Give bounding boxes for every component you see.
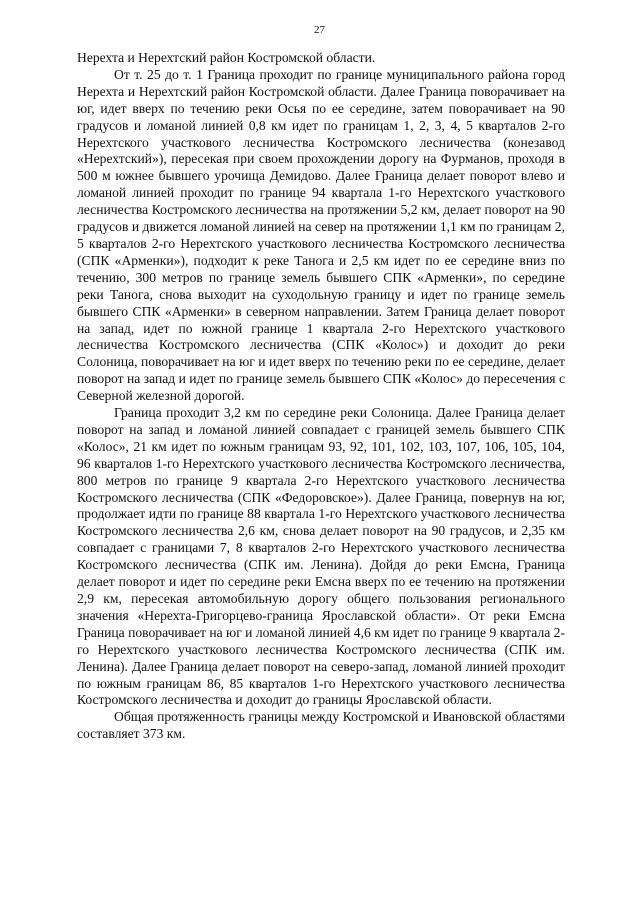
page-number: 27	[314, 24, 325, 36]
document-body	[77, 50, 565, 743]
paragraph-total-length: Общая протяженность границы между Костромской и Ивановской областями составляет 373 км.	[77, 709, 565, 742]
paragraph-border-section-2: Граница проходит 3,2 км по середине реки Солоница. Далее Граница делает поворот на запад и ломаной линией совпадает с границей земель бывшего СПК «Колос», 21 км идет по южным границам 93, 92, 101, 102, 103, 107, 106, 105, 104, 96 кварталов 1-го Нерехтского участкового лесничества Костромского лесничества, 800 метров по границе 9 квартала 2-го Нерехтского участкового лесничества Костромского лесничества (СПК «Федоровское»). Далее Граница, повернув на юг, продолжает идти по границе 88 квартала 1-го Нерехтского участкового лесничества Костромского лесничества 2,6 км, снова делает поворот на 90 градусов, и 2,35 км совпадает с границами 7, 8 кварталов 2-го Нерехтского участкового лесничества Костромского лесничества (СПК им. Ленина). Дойдя до реки Емсна, Граница делает поворот и идет по середине реки Емсна вверх по ее течению на протяжении 2,9 км, пересекая автомобильную дорогу общего пользования регионального значения «Нерехта-Григорцево-граница Ярославской области». От реки Емсна Граница поворачивает на юг и ломаной линией 4,6 км идет по границе 9 квартала 2-го Нерехтского участкового лесничества Костромского лесничества (СПК им. Ленина). Далее Граница делает поворот на северо-запад, ломаной линией проходит по южным границам 86, 85 кварталов 1-го Нерехтского участкового лесничества Костромского лесничества и доходит до границы Ярославской области.	[77, 405, 565, 708]
paragraph-border-section-1: От т. 25 до т. 1 Граница проходит по границе муниципального района город Нерехта и Нерехтский район Костромской области. Далее Граница поворачивает на юг, идет вверх по течению реки Осья по ее середине, затем поворачивает на 90 градусов и ломаной линией 0,8 км идет по границам 1, 2, 3, 4, 5 кварталов 2-го Нерехтского участкового лесничества Костромского лесничества (конезавод «Нерехтский»), пересекая при своем прохождении дорогу на Фурманов, проходя в 500 м южнее бывшего урочища Демидово. Далее Граница делает поворот влево и ломаной линией проходит по границе 94 квартала 1-го Нерехтского участкового лесничества Костромского лесничества на протяжении 5,2 км, делает поворот на 90 градусов и движется ломаной линией на север на протяжении 1,1 км по границам 2, 5 кварталов 2-го Нерехтского участкового лесничества Костромского лесничества (СПК «Арменки»), подходит к реке Танога и 2,5 км идет по ее середине вниз по течению, 300 метров по границе земель бывшего СПК «Арменки», по середине реки Танога, снова выходит на суходольную границу и идет по границе земель бывшего СПК «Арменки» в северном направлении. Затем Граница делает поворот на запад, идет по южной границе 1 квартала 2-го Нерехтского участкового лесничества Костромского лесничества (СПК «Колос») и доходит до реки Солоница, поворачивает на юг и идет вверх по течению реки по ее середине, делает поворот на запад и идет по границе земель бывшего СПК «Колос» до пересечения с Северной железной дорогой.	[77, 66, 565, 404]
paragraph-continuation: Нерехта и Нерехтский район Костромской области.	[77, 50, 376, 65]
